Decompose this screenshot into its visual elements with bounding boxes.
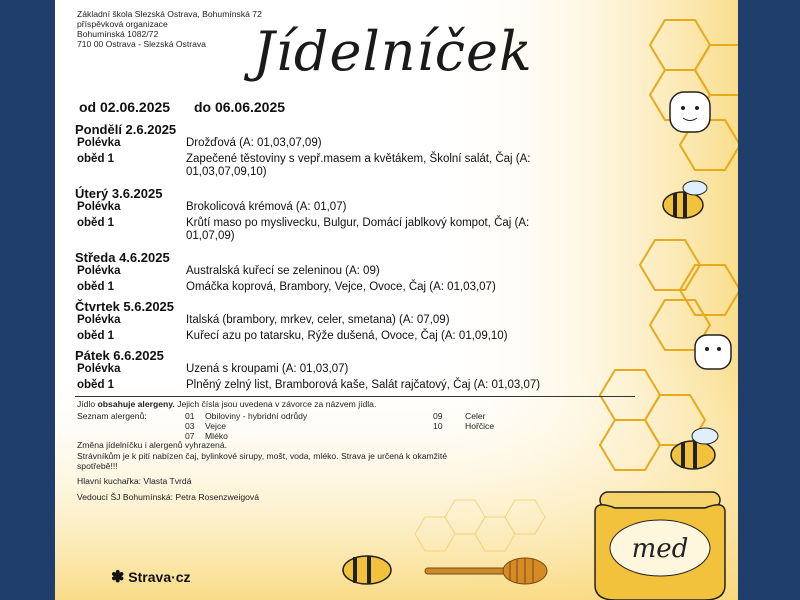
date-to: do 06.06.2025 (193, 99, 286, 115)
school-address (77, 9, 262, 49)
allergen-name: Obiloviny - hybridní odrůdy (205, 411, 308, 421)
lunch-dish: Zapečené těstoviny s vepř.masem a květákem, Školní salát, Čaj (A: (186, 153, 531, 165)
allergen-name: Mléko (205, 431, 228, 441)
day-title: Pátek 6.6.2025 (75, 348, 164, 363)
allergen-code: 10 (433, 421, 443, 431)
soup-dish: Australská kuřecí se zeleninou (A: 09) (186, 265, 380, 277)
soup-label: Polévka (77, 314, 121, 326)
soup-dish: Uzená s kroupami (A: 01,03,07) (186, 363, 349, 375)
day-title: Čtvrtek 5.6.2025 (75, 299, 175, 314)
allergen-code: 07 (185, 431, 195, 441)
school-line: Základní škola Slezská Ostrava, Bohumínská 72 (77, 9, 262, 19)
allergen-intro-text: Jídlo (77, 399, 98, 409)
date-from: od 02.06.2025 (79, 99, 171, 115)
allergen-intro-bold: obsahuje alergeny. (97, 399, 175, 409)
honey-jar-icon (595, 492, 725, 600)
day-title: Pondělí 2.6.2025 (75, 122, 177, 137)
allergen-list-label: Seznam alergenů: (77, 411, 147, 421)
soup-dish: Italská (brambory, mrkev, celer, smetana) (A: 07,09) (186, 314, 450, 326)
canteen-manager: Vedoucí ŠJ Bohumínská: Petra Rosenzweigová (77, 492, 260, 502)
lunch-label: oběd 1 (77, 281, 115, 293)
lunch-dish: Plněný zelný list, Bramborová kaše, Salát rajčatový, Čaj (A: 01,03,07) (186, 379, 541, 391)
allergen-name: Hořčice (465, 421, 495, 431)
lunch-label: oběd 1 (77, 153, 115, 165)
divider (75, 396, 635, 397)
drinks-note: Strávníkům je k pití nabízen čaj, bylinkové sirupy, mošt, voda, mléko. Strava je určená k okamžité (77, 451, 448, 461)
menu-page (55, 0, 738, 600)
jar-label: med (631, 534, 689, 564)
strava-logo (111, 567, 191, 587)
head-cook: Hlavní kuchařka: Vlasta Tvrdá (77, 476, 192, 486)
allergen-name: Celer (465, 411, 486, 421)
allergen-code: 03 (185, 421, 195, 431)
allergen-intro-text: Jejich čísla jsou uvedena v závorce za názvem jídla. (174, 399, 377, 409)
allergen-name: Vejce (205, 421, 227, 431)
soup-dish: Drožďová (A: 01,03,07,09) (186, 137, 322, 149)
soup-label: Polévka (77, 137, 121, 149)
menu-change-note: Změna jídelníčku i alergenů vyhrazená. (77, 440, 227, 450)
school-line: Bohumínská 1082/72 (77, 29, 159, 39)
lunch-label: oběd 1 (77, 379, 115, 391)
allergen-code: 09 (433, 411, 443, 421)
drinks-note-continued: spotřebě!!! (77, 461, 118, 471)
school-line: 710 00 Ostrava - Slezská Ostrava (77, 39, 206, 49)
soup-label: Polévka (77, 265, 121, 277)
bee-icon (343, 556, 391, 584)
monster-character-icon (670, 92, 710, 132)
lunch-dish-continued: 01,07,09) (186, 230, 235, 242)
soup-label: Polévka (77, 363, 121, 375)
lunch-label: oběd 1 (77, 217, 115, 229)
logo-text: Strava·cz (128, 569, 191, 585)
date-range (79, 99, 285, 115)
school-line: příspěvková organizace (77, 19, 168, 29)
allergen-code: 01 (185, 411, 195, 421)
lunch-dish-continued: 01,03,07,09,10) (186, 166, 267, 178)
lunch-dish: Krůtí maso po myslivecku, Bulgur, Domácí jablkový kompot, Čaj (A: (186, 217, 530, 229)
allergen-intro (77, 399, 376, 409)
soup-dish: Brokolicová krémová (A: 01,07) (186, 201, 347, 213)
day-title: Středa 4.6.2025 (75, 250, 170, 265)
day-title: Úterý 3.6.2025 (75, 186, 163, 201)
lunch-dish: Omáčka koprová, Brambory, Vejce, Ovoce, Čaj (A: 01,03,07) (186, 281, 496, 293)
page-title: Jídelníček (253, 20, 533, 83)
lunch-dish: Kuřecí azu po tatarsku, Rýže dušená, Ovoce, Čaj (A: 01,09,10) (186, 330, 508, 342)
lunch-label: oběd 1 (77, 330, 115, 342)
soup-label: Polévka (77, 201, 121, 213)
flower-icon: ✽ (111, 569, 125, 586)
